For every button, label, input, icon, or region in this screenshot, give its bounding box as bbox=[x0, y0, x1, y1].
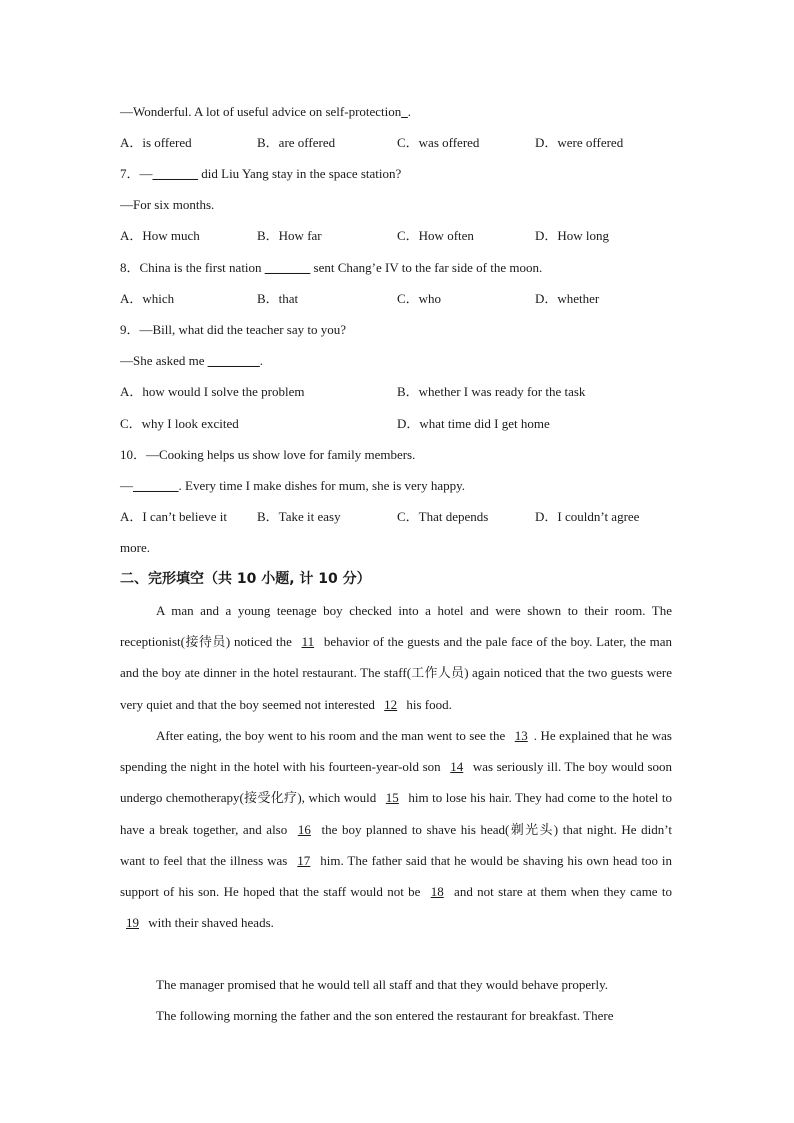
q10-option-d-continued: more. bbox=[120, 540, 150, 555]
q9-answer: —She asked me ________. bbox=[120, 353, 263, 368]
blank-11: 11 bbox=[301, 634, 315, 650]
q7-option-b: B．How far bbox=[257, 228, 322, 243]
blank-15: 15 bbox=[385, 790, 399, 806]
q9-option-c: C．why I look excited bbox=[120, 416, 239, 431]
q7-option-c: C．How often bbox=[397, 228, 474, 243]
blank-16: 16 bbox=[297, 821, 311, 837]
passage-paragraph-3: The manager promised that he would tell all staff and that they would behave properly. bbox=[156, 977, 608, 992]
q10-option-b: B．Take it easy bbox=[257, 509, 341, 524]
q8-option-c: C．who bbox=[397, 291, 442, 306]
blank-14: 14 bbox=[450, 759, 464, 775]
q10-option-c: C．That depends bbox=[397, 509, 489, 524]
q9-option-a: A．how would I solve the problem bbox=[120, 384, 305, 399]
blank-18: 18 bbox=[430, 884, 444, 900]
q8-option-b: B．that bbox=[257, 291, 299, 306]
q8-option-d: D．whether bbox=[535, 291, 600, 306]
passage-paragraph-4: The following morning the father and the son entered the restaurant for breakfast. There bbox=[156, 1008, 614, 1023]
q6-option-b: B．are offered bbox=[257, 135, 336, 150]
blank-13: 13 bbox=[514, 728, 528, 743]
q7-answer: —For six months. bbox=[120, 197, 215, 212]
q10-option-a: A．I can’t believe it bbox=[120, 509, 227, 524]
q6-answer-line: —Wonderful. A lot of useful advice on self-protection_. bbox=[120, 104, 412, 119]
q8-stem: 8．China is the first nation _______ sent Chang’e IV to the far side of the moon. bbox=[120, 260, 543, 275]
q9-option-b: B．whether I was ready for the task bbox=[397, 384, 586, 399]
q6-option-c: C．was offered bbox=[397, 135, 480, 150]
q10-stem: 10．—Cooking helps us show love for family members. bbox=[120, 447, 416, 462]
q9-option-d: D．what time did I get home bbox=[397, 416, 550, 431]
q7-stem: 7．—_______ did Liu Yang stay in the space station? bbox=[120, 166, 402, 181]
blank-12: 12 bbox=[384, 696, 398, 712]
q9-stem: 9．—Bill, what did the teacher say to you? bbox=[120, 322, 347, 337]
passage-paragraph-2: After eating, the boy went to his room and the man went to see the 13 . He explained that he was spending the night in the hotel with his fourteen-year-old son 14 was seriously ill. The boy would soon undergo chemotherapy(接受化疗), which would 15 him to lose his hair. They had come to the hotel to have a break together, and also 16 the boy planned to shave his head(剃光头) that night. He didn’t want to feel that the illness was 17 him. The father said that he would be shaving his own head too in support of his son. He hoped that the staff would not be 18 and not stare at them when they came to 19 with their shaved heads. bbox=[120, 728, 673, 931]
q7-option-d: D．How long bbox=[535, 228, 610, 243]
blank-19: 19 bbox=[126, 915, 139, 931]
q6-option-a: A．is offered bbox=[120, 135, 192, 150]
q10-option-d: D．I couldn’t agree bbox=[535, 509, 640, 524]
q7-option-a: A．How much bbox=[120, 228, 200, 243]
passage-paragraph-1: A man and a young teenage boy checked into a hotel and were shown to their room. The receptionist(接待员) noticed the 11 behavior of the guests and the pale face of the boy. Later, the man and the boy ate dinner in the hotel restaurant. The staff(工作人员) again noticed that the two guests were very quiet and that the boy seemed not interested 12 his food. bbox=[120, 603, 673, 712]
section-heading: 二、完形填空（共 10 小题, 计 10 分） bbox=[120, 571, 371, 587]
blank-17: 17 bbox=[297, 852, 311, 868]
q10-answer: —_______. Every time I make dishes for mum, she is very happy. bbox=[120, 478, 466, 493]
q8-option-a: A．which bbox=[120, 291, 175, 306]
q6-option-d: D．were offered bbox=[535, 135, 624, 150]
